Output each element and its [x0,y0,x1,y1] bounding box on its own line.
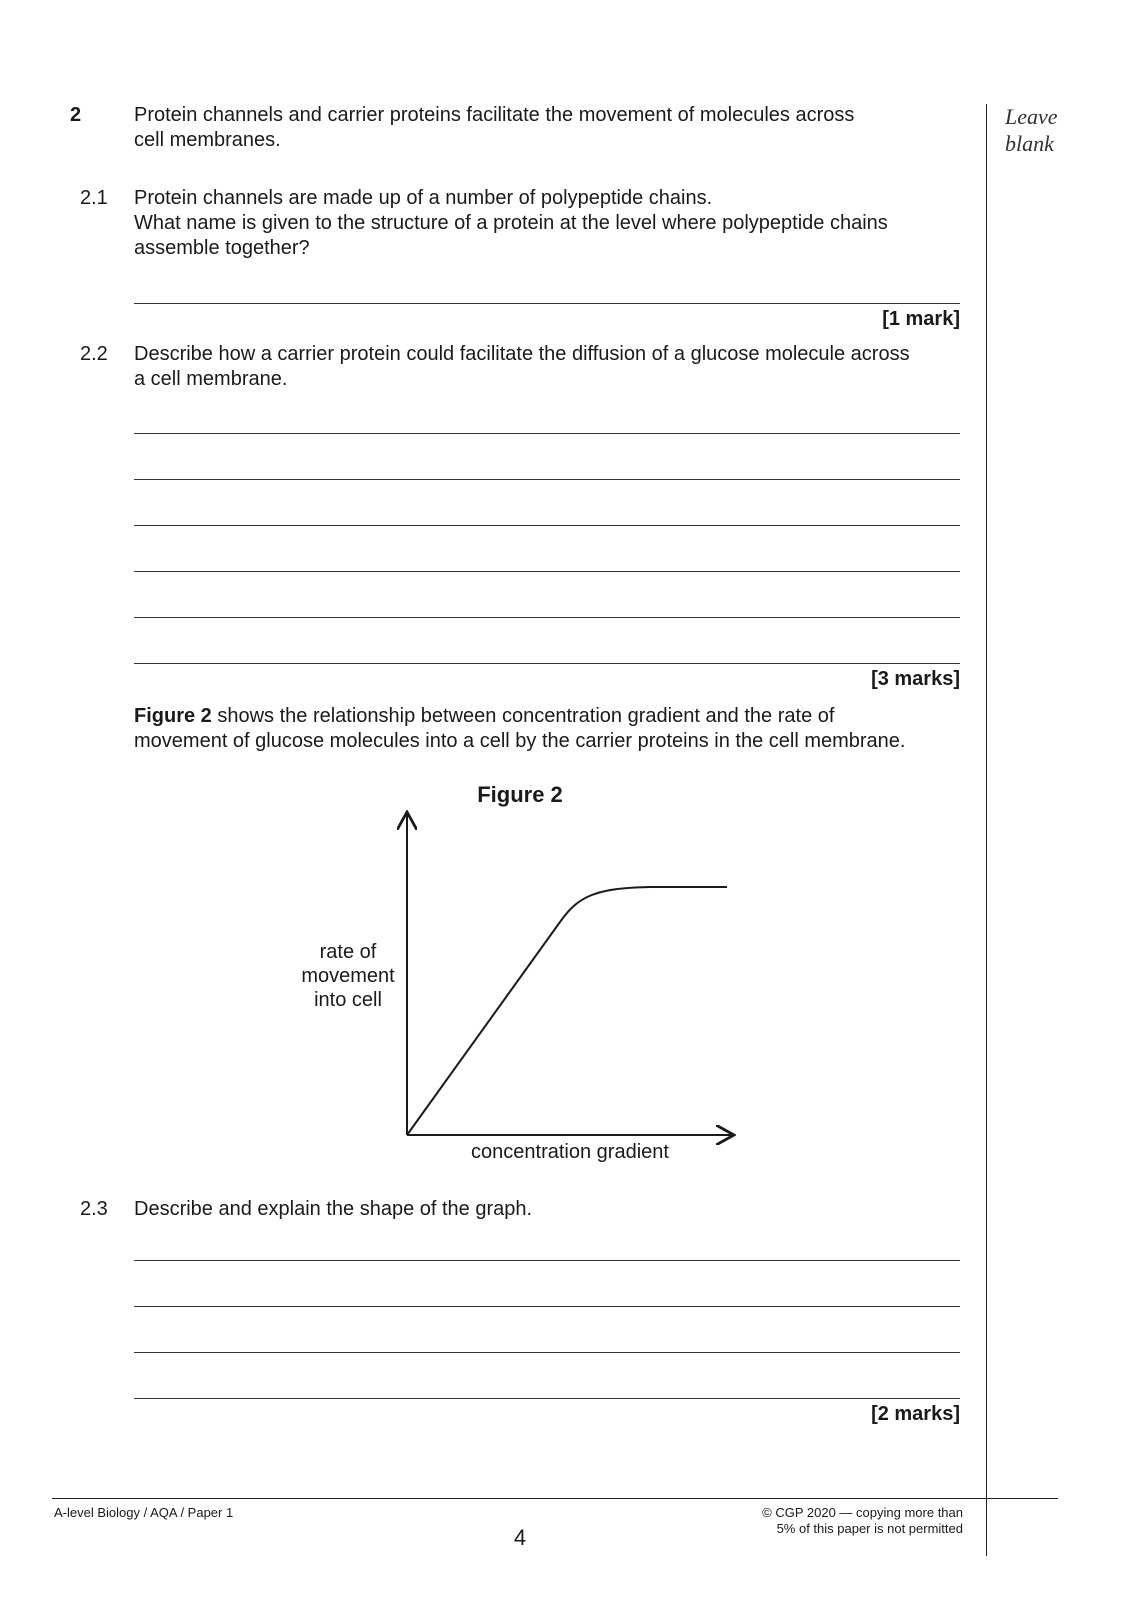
figure-2-intro-line2: movement of glucose molecules into a cell by the carrier proteins in the cell membrane. [134,730,906,752]
figure-2-intro-rest: shows the relationship between concentration gradient and the rate of [211,705,835,727]
question-2-1-number: 2.1 [80,187,108,209]
question-2-intro-line1: Protein channels and carrier proteins facilitate the movement of molecules across [134,104,855,126]
y-label-line2: movement [301,965,395,987]
figure-2-x-label: concentration gradient [471,1141,669,1163]
footer-copyright [700,1505,963,1537]
question-2-2-number: 2.2 [80,343,108,365]
footer-copyright-line2: 5% of this paper is not permitted [776,1521,963,1536]
question-2-intro-line2: cell membranes. [134,129,281,151]
question-2-2-line1: Describe how a carrier protein could facilitate the diffusion of a glucose molecule across [134,343,910,365]
question-2-1-line3: assemble together? [134,237,310,259]
y-label-line1: rate of [319,941,377,963]
figure-2-ref: Figure 2 [134,705,212,727]
question-2-1-marks: [1 mark] [882,308,960,330]
footer-copyright-line1: © CGP 2020 — copying more than [762,1505,963,1520]
question-2-1-line2: What name is given to the structure of a protein at the level where polypeptide chains [134,212,888,234]
question-2-3-text: Describe and explain the shape of the graph. [134,1198,533,1220]
answer-line-2-3-2[interactable] [134,1306,960,1307]
leave-blank-line1: Leave [1005,104,1058,129]
question-2-2-marks: [3 marks] [871,668,960,690]
question-2-1-line1: Protein channels are made up of a number of polypeptide chains. [134,187,713,209]
page-number: 4 [513,1525,527,1550]
answer-line-2-3-4[interactable] [134,1398,960,1399]
question-2-number: 2 [70,104,82,126]
question-2-2-line2: a cell membrane. [134,368,288,390]
question-2-3-marks: [2 marks] [871,1403,960,1425]
y-label-line3: into cell [314,989,382,1011]
rate-curve [407,887,727,1135]
answer-line-2-3-3[interactable] [134,1352,960,1353]
leave-blank-line2: blank [1005,131,1054,156]
question-2-3-number: 2.3 [80,1198,108,1220]
answer-line-2-3-1[interactable] [134,1260,960,1261]
figure-2-title: Figure 2 [477,782,563,807]
figure-2-y-label [286,940,410,1012]
footer-paper-title: A-level Biology / AQA / Paper 1 [54,1505,234,1520]
